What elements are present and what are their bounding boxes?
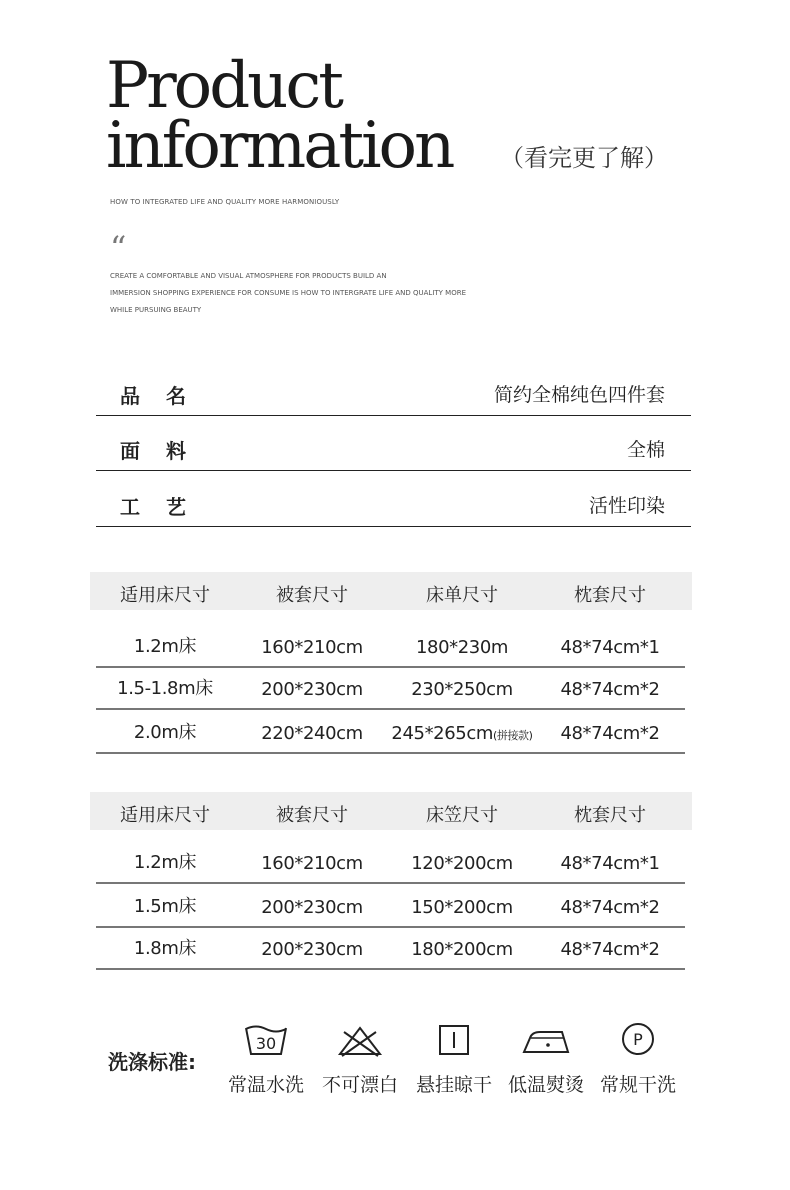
header-cell: 被套尺寸: [276, 805, 348, 826]
table-cell: 1.2m床: [133, 636, 197, 657]
attribute-label: 品名: [120, 384, 212, 408]
attribute-row-craft: [96, 471, 691, 527]
table-cell: 48*74cm*2: [560, 897, 660, 918]
subtitle-cn: （看完更了解）: [500, 144, 668, 172]
table-cell: 1.8m床: [133, 938, 197, 959]
care-text: 常规干洗: [599, 1074, 676, 1096]
table-cell: 220*240cm: [261, 723, 363, 744]
attribute-label: 工艺: [120, 495, 212, 519]
table-cell: 48*74cm*2: [560, 723, 660, 744]
description-line: CREATE A COMFORTABLE AND VISUAL ATMOSPHERE FOR PRODUCTS BUILD AN: [110, 272, 387, 280]
care-item-hang-dry: [408, 1020, 500, 1097]
table-cell: 180*200cm: [411, 939, 513, 960]
attribute-row-name: [96, 360, 691, 416]
attribute-value: 简约全棉纯色四件套: [493, 384, 665, 406]
dry-clean-p-icon: [608, 1020, 668, 1060]
table-cell: 1.5m床: [133, 896, 197, 917]
header-cell: 被套尺寸: [276, 585, 348, 606]
table-cell-text: 245*265cm: [391, 723, 493, 744]
description-line: WHILE PURSUING BEAUTY: [110, 306, 202, 314]
wash-30-icon: [236, 1020, 296, 1060]
table-cell: 48*74cm*1: [560, 853, 660, 874]
hang-dry-icon: [424, 1020, 484, 1060]
table-cell: 150*200cm: [411, 897, 513, 918]
care-item-no-bleach: [314, 1020, 406, 1097]
table-row: [96, 710, 685, 754]
size-table-sheet: [90, 572, 692, 757]
table-cell: 120*200cm: [411, 853, 513, 874]
table-row: [96, 624, 685, 668]
table-cell: 48*74cm*1: [560, 637, 660, 658]
table-cell: 2.0m床: [133, 722, 197, 743]
care-item-dry-clean: [592, 1020, 684, 1097]
table-row: [96, 884, 685, 928]
table-cell: 160*210cm: [261, 853, 363, 874]
header-cell: 枕套尺寸: [574, 805, 646, 826]
care-text: 悬挂晾干: [415, 1074, 492, 1096]
table-row: [96, 926, 685, 970]
description: [110, 268, 510, 319]
table-cell: 160*210cm: [261, 637, 363, 658]
table-header: [90, 792, 692, 830]
care-text: 不可漂白: [321, 1074, 398, 1096]
table-row: [96, 840, 685, 884]
table-cell: 180*230m: [415, 637, 509, 658]
table-row: [96, 666, 685, 710]
care-item-low-iron: [500, 1020, 592, 1097]
header-cell: 床笠尺寸: [426, 805, 498, 826]
table-cell: [387, 723, 537, 744]
table-cell: 48*74cm*2: [560, 679, 660, 700]
header-cell: 枕套尺寸: [574, 585, 646, 606]
attribute-value: 活性印染: [588, 495, 665, 517]
tagline: HOW TO INTEGRATED LIFE AND QUALITY MORE HARMONIOUSLY: [110, 198, 340, 206]
table-cell: 200*230cm: [261, 939, 363, 960]
table-cell: 48*74cm*2: [560, 939, 660, 960]
title-line-2: information: [106, 109, 453, 183]
care-text: 常温水洗: [227, 1074, 304, 1096]
quote-mark-icon: “: [110, 229, 127, 267]
care-text: 低温熨烫: [507, 1074, 584, 1096]
care-label: 洗涤标准:: [108, 1050, 196, 1074]
size-table-fitted: [90, 792, 692, 972]
table-cell: 200*230cm: [261, 897, 363, 918]
header-cell: 床单尺寸: [426, 585, 498, 606]
low-iron-icon: [516, 1020, 576, 1060]
dry-clean-letter: P: [633, 1030, 643, 1049]
header-cell: 适用床尺寸: [120, 805, 210, 826]
attribute-row-fabric: [96, 415, 691, 471]
title-line-1: Product: [106, 49, 341, 123]
table-cell: 1.2m床: [133, 852, 197, 873]
care-item-wash: [220, 1020, 312, 1097]
splice-note: (拼接款): [492, 729, 533, 742]
table-cell: 230*250cm: [411, 679, 513, 700]
table-cell: 1.5-1.8m床: [117, 678, 213, 699]
attribute-label: 面料: [120, 439, 212, 463]
table-cell: 200*230cm: [261, 679, 363, 700]
no-bleach-icon: [330, 1020, 390, 1060]
description-line: IMMERSION SHOPPING EXPERIENCE FOR CONSUME IS HOW TO INTERGRATE LIFE AND QUALITY MORE: [110, 289, 466, 297]
header-cell: 适用床尺寸: [120, 585, 210, 606]
table-header: [90, 572, 692, 610]
attribute-value: 全棉: [626, 439, 665, 461]
wash-temp-text: 30: [255, 1034, 277, 1053]
